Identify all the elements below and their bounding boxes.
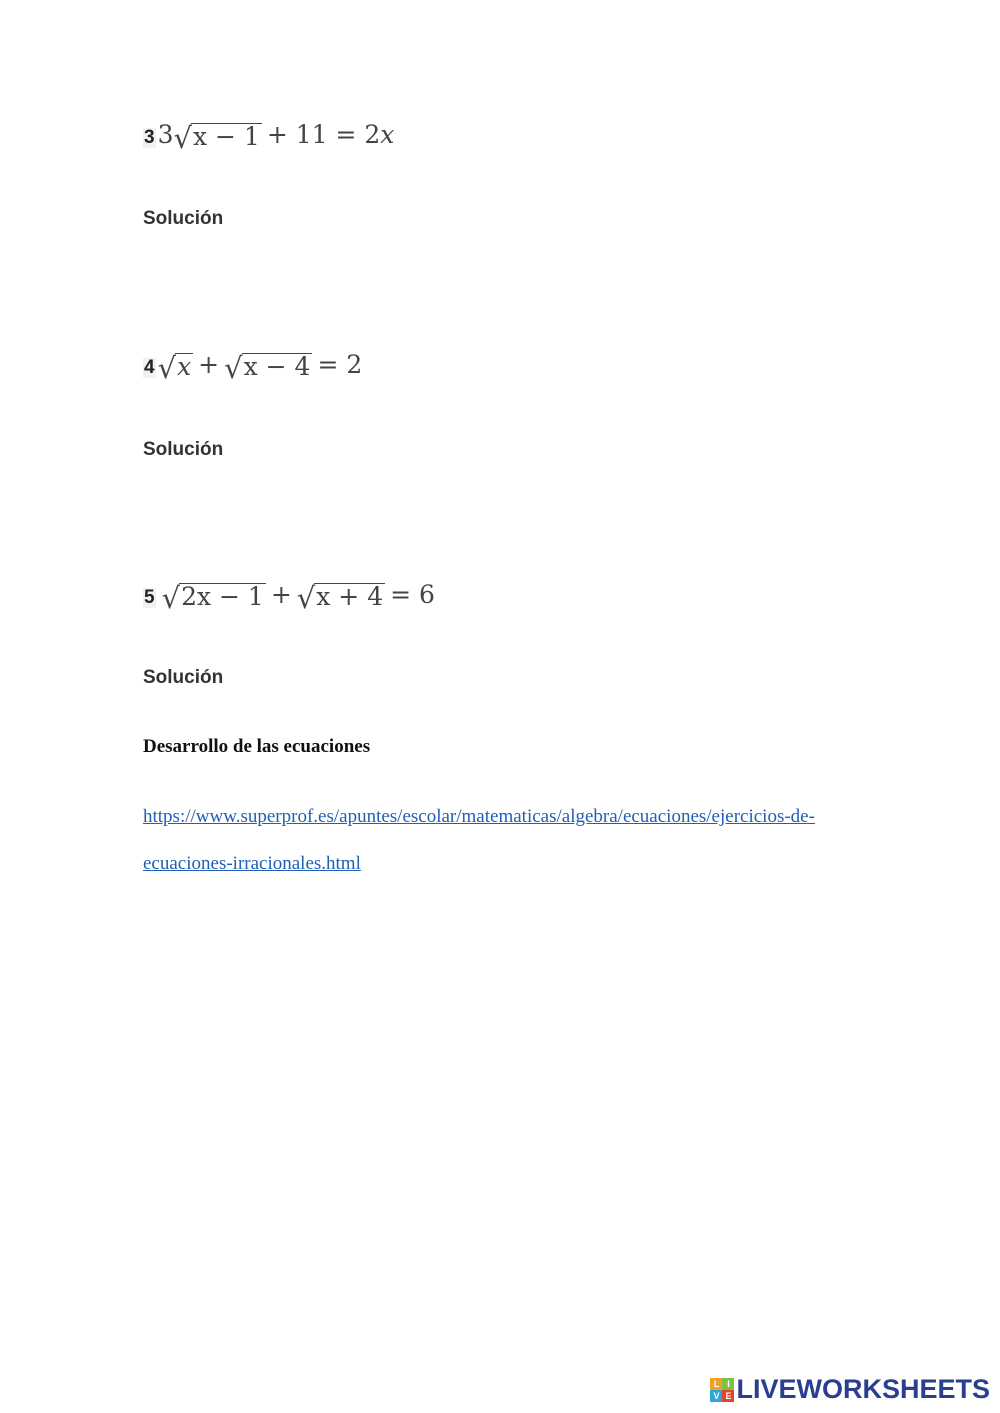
radicand: 2x − 1 [181,582,264,611]
radicand: x − 4 [243,352,311,381]
solution-label: Solución [143,208,224,229]
square-root [157,350,194,385]
radical-icon: √ [224,351,243,385]
radicand: x [177,352,192,381]
logo-letter: E [722,1390,734,1402]
radical-icon: √ [161,581,181,615]
equation [157,120,395,155]
logo-letter: I [722,1378,734,1390]
problem-number: 5 [144,587,155,608]
radicand: x + 4 [316,582,384,611]
problem-number: 4 [144,357,155,378]
square-root [173,120,261,155]
equation-rest: = 6 [390,580,435,609]
variable: x [380,120,395,149]
problem-number: 3 [144,127,155,148]
problem-4 [143,340,367,385]
plus-sign: + [270,580,292,609]
square-root [161,580,266,615]
solution-label: Solución [143,439,224,460]
logo-text: LIVEWORKSHEETS [736,1374,990,1404]
logo-letter: L [710,1378,722,1390]
coefficient: 3 [157,120,174,149]
radical-icon: √ [173,121,192,155]
problem-5 [143,570,440,615]
reference-link-line-2[interactable]: ecuaciones-irracionales.html [143,853,361,874]
square-root [224,350,312,385]
reference-link-line-1[interactable]: https://www.superprof.es/apuntes/escolar/matematicas/algebra/ecuaciones/ejercicios-de- [143,806,815,827]
liveworksheets-icon [710,1378,734,1402]
development-title: Desarrollo de las ecuaciones [143,736,371,757]
equation-rest: = 2 [317,350,363,379]
square-root [296,580,385,615]
problem-3 [143,110,395,155]
plus-sign: + [198,350,220,379]
radical-icon: √ [296,581,316,615]
liveworksheets-logo [710,1374,990,1405]
equation-rest: + 11 = 2 [266,120,381,149]
radical-icon: √ [157,351,177,385]
logo-letter: V [710,1390,722,1402]
equation [161,580,440,615]
radicand: x − 1 [192,122,260,151]
equation [157,350,368,385]
solution-label: Solución [143,667,224,688]
